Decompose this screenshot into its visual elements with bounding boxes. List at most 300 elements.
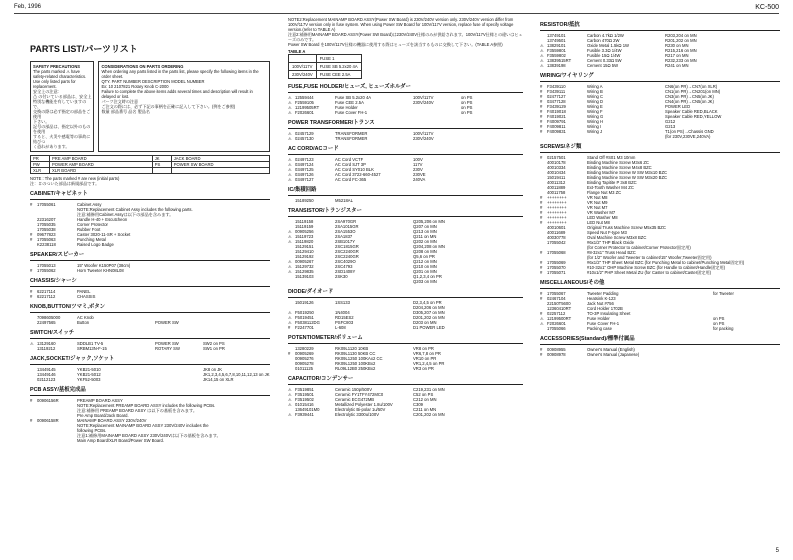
ordering-line: ご注文の際には、必ず下記の事柄を正確に記入して下さい。(例をご参照) [101,104,236,109]
part-number: 17055070 [547,265,566,270]
part-spec: Q1,2,3,4 on PR [413,274,442,279]
part-mark: # [30,232,33,237]
part-number: 62217114 [37,289,56,294]
part-number: ++++++++ [547,205,567,210]
page-title: PARTS LIST/パーツリスト [30,44,138,54]
part-number: 40010334 [547,165,566,170]
part-number: 00908978 [547,352,566,357]
part-mark: # [30,202,33,207]
parts-section [288,118,523,141]
part-number: F3519502 [295,397,314,402]
parts-section [288,82,523,115]
page-number: 5 [775,548,779,554]
part-mark: # [540,195,543,200]
part-description: VR Nut M9 [587,200,608,205]
part-spec: D203 on MN [413,320,437,325]
part-number: 15019126 [295,300,314,305]
fuse-row [289,55,362,63]
part-number: 13749501 [547,38,566,43]
part-mark: ⚠ [288,100,292,105]
parts-section [30,189,270,247]
parts-section [540,20,780,68]
safety-line: The parts marked ⚠ have [33,69,80,74]
part-description: 2SC2240GR [335,249,359,254]
part-number: 17055066 [547,326,566,331]
part-number: F5019451 [295,315,314,320]
part-mark [288,366,295,371]
part-description: Cord Holder 1702B [587,306,623,311]
part-mark: ⚠ [288,229,292,234]
pcb-row [31,168,270,174]
part-number: 40010434 [547,170,566,175]
part-mark: ⚠ [288,239,292,244]
part-location: on PS [461,110,473,115]
part-spec: VR3 on PR [413,366,434,371]
part-number: 7098605000 [37,315,61,320]
col2-sections [288,82,523,417]
part-spec: CN1(on PR)→CN201(on MN) [665,89,721,94]
pcb-cell: POWER AMP BOARD [50,162,153,168]
safety-line: く恐れがあります。 [33,144,70,149]
parts-section [30,302,270,325]
part-spec: Q204,208 on MN [413,244,445,249]
part-mark: # [540,347,543,352]
part-description: Fuse Holder [587,316,610,321]
part-number: 00908955 [547,347,566,352]
section-rule [540,30,780,31]
parts-section [540,142,780,275]
part-mark: ⚠ [540,48,544,53]
part-description: Wiring B [587,89,603,94]
part-row [30,377,270,382]
part-number: 40030778 [547,235,566,240]
part-row [30,294,270,299]
parts-section [540,71,780,139]
part-description: Wiring A [587,84,603,89]
part-mark: ⚠ [288,95,292,100]
part-mark: ⚠ [288,136,292,141]
part-number: ++++++++ [547,200,567,205]
part-mark: ⚠ [288,259,292,264]
fuse-cell: FUSE CEE 2.5A [316,71,361,79]
part-number: 15139103 [295,274,314,279]
part-description: Metallized Polyester 1.8u/100V [335,402,393,407]
pcb-cell: XLR BOARD [50,168,153,174]
part-description: Carbon 4.7kΩ 1/2W [587,33,624,38]
part-number: 03497127 [295,177,314,182]
part-description: Fuse Cover FH-1 [587,321,620,326]
parts-section [288,374,523,417]
part-number: 40011889 [547,185,566,190]
part-number: 15129835 [295,269,314,274]
part-description: Wiring I [587,124,602,129]
part-spec: 230V/240V [413,136,434,141]
parts-section [30,328,270,351]
part-description: 注意:補修用Cabinet Assyは以下の部品を含みます。 [77,212,174,217]
part-description: 2SA1553O [335,229,356,234]
part-mark: # [540,155,543,160]
part-mark: # [30,289,33,294]
part-number: 12199500RT [547,316,572,321]
part-number: 40010178 [547,160,566,165]
part-mark: # [540,296,543,301]
part-description: Original Truss Machine Screw M5x35 BZC [587,225,666,230]
part-mark: ⚠ [288,131,292,136]
part-number: 02157501 [547,155,566,160]
part-description: Binding Machine Screw M3x6 ZC [587,160,649,165]
part-description: Horn Tweeter KHN08L08 [77,268,124,273]
part-row [288,325,523,330]
section-title: SWITCH/スイッチ [30,330,75,336]
part-spec [413,110,461,115]
parts-section [540,334,780,357]
part-number: 09677823 [37,232,56,237]
part-spec: R241 on MN [665,63,689,68]
part-description: Wiring E [587,104,603,109]
part-description: MAINAMP BOARD ASSY 230V/240V [77,418,147,423]
part-number: 00905269 [295,351,314,356]
part-description: Cement 15Ω 5W [587,63,619,68]
part-number: 15129151 [295,244,314,249]
part-mark: # [540,109,543,114]
part-description [587,134,665,139]
part-spec: C201,202 on MN [413,412,445,417]
part-spec: 100V [413,157,423,162]
pcb-cell: JK [152,156,171,162]
part-description: Tweeter Padding [587,291,619,296]
part-number: 17055068 [547,250,566,255]
part-number: 40010601 [547,225,566,230]
part-spec: VR6,7,8 on PR [413,351,441,356]
part-location: on PS [461,100,473,105]
part-description: RK09L1130 50KB CC [335,351,376,356]
part-spec: G212 [665,119,676,124]
part-spec [155,377,203,382]
part-number: F3559802 [547,53,566,58]
part-description: following PCBs. [77,428,107,433]
section-title: SCREWS/ネジ類 [540,144,582,150]
section-rule [288,92,523,93]
part-number: 15119820 [295,239,314,244]
part-description: 1SS133 [335,300,350,305]
header-date: Feb, 1996 [14,4,42,10]
part-spec: VR10 on PR [413,356,437,361]
part-spec [155,268,203,273]
part-mark: ⚠ [288,269,292,274]
part-spec: CN6(on PR)→CN7(on XLR) [665,84,718,89]
part-description: 2SB1017Y [335,239,356,244]
ordering-lines [101,69,267,114]
part-description: Binding Machine Screw W SW M3x20 BZC [587,175,668,180]
part-description: L-608 [335,325,346,330]
part-spec: VR8 on PR [413,346,434,351]
part-description: Binding Machine Screw W SW M3x10 BZC [587,170,668,175]
part-description: VR Nut M7 [587,205,608,210]
part-mark: # [30,237,33,242]
part-description: RL09L12B0 250KBx2 [335,366,376,371]
part-description: 2SA1015GR [335,224,359,229]
part-mark: ⚠ [540,53,544,58]
part-description: AC Cord 3722-660-4527 [335,172,381,177]
part-number: F2247701 [295,325,314,330]
safety-line: replacement. [33,84,57,89]
pcb-cell: JACK BOARD [171,156,269,162]
part-number: F2026601 [547,321,566,326]
part-spec: D2,3,4,5 on PR [413,300,442,305]
part-spec: Q205,206 on MN [413,219,445,224]
part-number: 12199505RT [295,105,320,110]
parts-section [30,250,270,273]
ordering-line: パーツ注文時の注意 [101,99,139,104]
part-number: 17055038 [37,227,56,232]
part-description: Corner Protector [77,222,108,227]
part-row [288,177,523,182]
part-number: 13839198 [547,63,566,68]
part-description: Wiring F [587,109,603,114]
part-spec: Speaker Cable RED,YELLOW [665,114,722,119]
part-number [547,134,587,139]
part-number: F2559105 [295,100,314,105]
part-location: SW1 on PR [203,346,225,351]
part-description: Rubber Foot [77,227,101,232]
part-description: Ceramic 150p/500V [335,387,373,392]
part-description: 注意1:補修用MAINAMP BOARD ASSY 230V/240Vは以下の基板を含みます。 [77,433,221,438]
part-description: RK09L1250 100KAx2 CC [335,356,383,361]
part-mark: # [540,89,543,94]
section-rule [540,288,780,289]
part-spec: D204,206 on MN [413,305,445,310]
part-spec: G213 [665,124,676,129]
part-spec: T1(on PS)→Chassis GND [665,129,714,134]
part-mark: ⚠ [288,412,292,417]
safety-line: safety-related characteristics. [33,74,87,79]
part-number: 17055042 [547,240,566,245]
part-number: 13649101M0 [295,407,320,412]
part-number: F4019021 [547,114,566,119]
part-mark: ⚠ [288,110,292,115]
part-mark: ⚠ [288,392,292,397]
part-spec: VR1,2,4,5 on PR [413,361,445,366]
section-title: SPEAKER/スピーカー [30,252,85,258]
part-mark: # [540,205,543,210]
section-title: DIODE/ダイオード [288,289,334,295]
part-number: ++++++++ [547,210,567,215]
part-number [37,438,77,443]
part-number: ++++++++ [547,195,567,200]
ordering-line: QTY. PART NUMBER DESCRIPTION MODEL NUMBER [101,79,205,84]
part-number: 15019411 [547,175,566,180]
section-title: JACK,SOCKET/ジャック,ソケット [30,356,115,362]
part-mark: ⚠ [288,177,292,182]
pcb-cell: PR [31,156,50,162]
part-number: 17055061 [37,202,56,207]
part-description: #10x1/2" PHP Sheet Metal ZU (for Caster to cabinet/Caster固定用) [587,270,712,275]
section-rule [288,154,523,155]
section-rule [288,384,523,385]
pcb-abbrev-table [30,155,270,174]
part-description: SRBM13N-F-15 [77,346,107,351]
part-description: TRANSFORMER [335,131,368,136]
part-number: 40011758 [547,190,566,195]
part-mark: ⚠ [288,234,292,239]
part-description: YKB21-5012 [77,372,101,377]
part-description: NOTE:Replacement MAINAMP BOARD ASSY 230V/240V includes the [77,423,209,428]
part-description: Button [77,320,90,325]
section-title: CABINET/キャビネット [30,191,88,197]
ordering-line: When ordering any parts listed in the parts list, please specify the following items in the order sheet. [101,69,259,79]
part-row [30,242,270,247]
part-mark: ⚠ [540,321,544,326]
fuse-row [289,71,362,79]
pcb-cell [171,168,269,174]
safety-line: 安全上の注意: [33,89,59,94]
part-description: (for 1/2" Woofer and Tweeter to cabinet/15" Woofer,Tweeter固定用) [587,255,712,260]
part-description: Handle H-40 + Escutcheon [77,217,128,222]
part-spec: R201,202 on MN [665,38,697,43]
section-title: POTENTIOMETER/ボリューム [288,335,363,341]
part-description: Binding Tapitite P 3x8 BZC [587,180,637,185]
part-mark: ⚠ [288,105,292,110]
part-number: 00905278 [295,361,314,366]
part-spec: Q208 on MN [413,249,437,254]
part-number: F4009811 [547,124,566,129]
part-number: 40011689 [547,230,566,235]
part-description: RD15ES2 [335,315,354,320]
section-rule [540,152,780,153]
section-title: TRANSISTOR/トランジスター [288,208,362,214]
part-number: 15129192 [295,254,314,259]
part-description: Owner's Manual (Japanese) [587,352,640,357]
part-mark: ⚠ [288,167,292,172]
part-mark: # [540,270,543,275]
part-number: 01015416 [295,402,314,407]
part-row [540,63,780,68]
part-number: F3439111 [547,89,566,94]
part-number: F3519851 [295,387,314,392]
part-description: Main Amp Board/XLR Board/Power SW Board. [77,438,165,443]
part-number: 02457130 [295,136,314,141]
part-number: F4009831 [547,129,566,134]
fuse-row [289,63,362,71]
safety-line: Use only listed parts for [33,79,76,84]
part-spec: Q202 on MN [413,239,437,244]
part-spec: Q211 on MN [413,234,437,239]
part-mark [30,320,37,325]
table-a-title: TABLE A [288,49,306,54]
part-description: PSFC803 [335,320,354,325]
part-number: 13449146 [37,372,56,377]
part-spec: CN4(on PR)→CN5(on JK) [665,99,714,104]
part-location: for Tweeter [713,291,734,296]
part-location: SW2 on PS [203,341,225,346]
part-description: Electrolytic 3300u/100V [335,412,379,417]
part-mark: # [30,268,33,273]
part-mark: ⚠ [30,341,34,346]
part-number: 17055071 [547,270,566,275]
part-mark: ⚠ [288,162,292,167]
part-description: AC Knob [77,315,94,320]
part-mark: ⚠ [288,397,292,402]
part-spec: D1 POWER LED [413,325,445,330]
part-spec [665,270,713,275]
section-title: RESISTOR/抵抗 [540,22,580,28]
section-title: CHASSIS/シャーシ [30,278,77,284]
part-spec: C211 on MN [413,407,437,412]
part-row [288,366,523,371]
part-mark [30,346,37,351]
part-number: F4009791 [547,119,566,124]
part-description: LED Nut M8 [587,220,610,225]
section-title: ACCESSORIES(Standard)/標準付属品 [540,336,635,342]
part-description: Ceramic ECG472MB [335,397,375,402]
part-description: Punching Metal [77,237,106,242]
part-number: 00906156R [37,398,59,403]
fuse-cell [289,55,317,63]
part-row [540,134,780,139]
part-mark: ⚠ [288,315,292,320]
section-rule [30,312,270,313]
part-number: F2026601 [295,110,314,115]
pcb-cell: XLR [31,168,50,174]
part-description: 2SA1837 [335,234,353,239]
part-row [540,352,780,357]
header-model: KC-500 [755,4,779,11]
part-description: Wiring H [587,119,604,124]
part-number: 02257112 [547,311,566,316]
section-title: FUSE,FUSE HOLDER/ヒューズ, ヒューズホルダー [288,84,411,90]
part-description: Speed Nut F-type M3 [587,230,627,235]
header-rule [14,13,779,14]
ordering-line: 数量 部品番号 品名 製品名 [101,109,150,114]
part-spec: D201,202 on MN [413,315,445,320]
part-row [30,320,270,325]
part-spec: Q212 on MN [413,259,437,264]
part-number: F3939441 [295,412,314,417]
safety-lines [33,69,91,149]
part-location: on PS [461,105,473,110]
part-mark: ⚠ [540,43,544,48]
part-row [288,412,523,417]
fuse-cell: FUSE SB 5.2x20 4A [316,63,361,71]
section-rule [30,260,270,261]
safety-line: 記号の部品は、指定以外のものを使用 [33,124,91,134]
part-spec: R215,216 on MN [665,48,697,53]
part-mark [288,279,295,284]
section-rule [288,195,523,196]
part-description: Fuse Holder [335,105,358,110]
part-description: Caster 3020-11-SR + Socket [77,232,131,237]
parts-section [288,333,523,371]
part-number: 02467104 [547,296,566,301]
part-description: Binding Machine Screw M4x8 BZC [587,165,652,170]
parts-section [540,278,780,331]
part-description: Cement 0.33Ω 5W [587,58,622,63]
part-description: 2SC4029O [335,259,356,264]
part-row [30,268,270,273]
fuse-cell: 230V/240V [289,71,317,79]
part-spec: C212 on MN [413,397,437,402]
part-description: Oval Machine Screw M3x8 BZC [587,235,647,240]
part-number: F5038112DG [295,320,320,325]
part-mark: ⚠ [288,387,292,392]
part-spec: ROTARY SW [155,346,180,351]
part-number: 13119212 [37,346,56,351]
part-mark: # [540,260,543,265]
part-row [288,279,523,284]
part-mark: # [540,210,543,215]
part-spec: 100V/117V [413,95,434,100]
part-number: 12559444 [295,95,314,100]
